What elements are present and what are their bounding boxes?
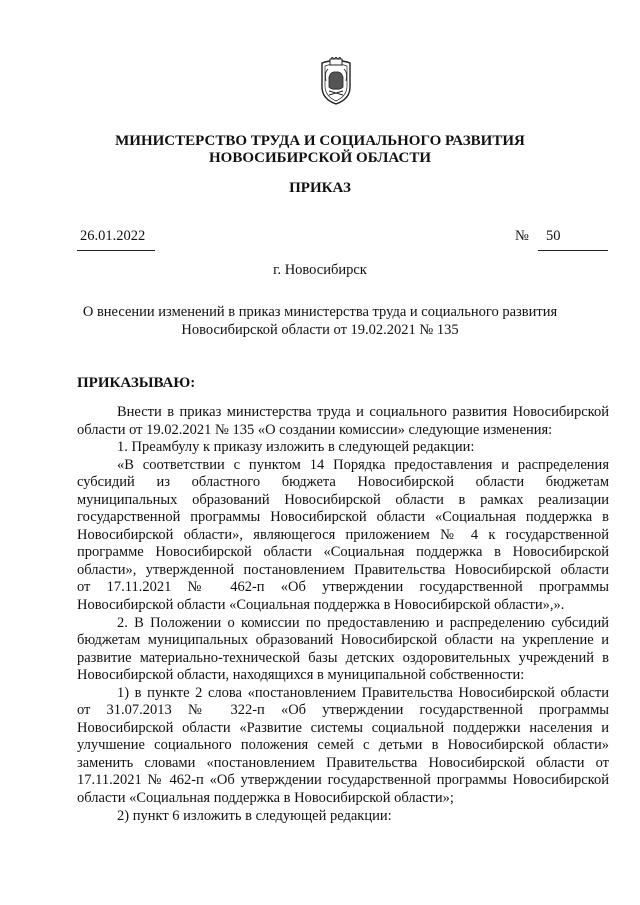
document-type: ПРИКАЗ <box>289 180 351 196</box>
body-line: от 31.07.2013 № 322-п «Об утверждении государственной программы <box>77 702 609 719</box>
order-number: 50 <box>546 228 561 244</box>
body-line: Новосибирской области», являющегося приложением № 4 к государственной <box>77 526 609 543</box>
city: г. Новосибирск <box>273 262 367 278</box>
order-heading: ПРИКАЗЫВАЮ: <box>77 375 196 391</box>
body-line: программе Новосибирской области «Социальная поддержка в Новосибирской <box>77 544 609 561</box>
body-line: Новосибирской области «Социальная поддержка в Новосибирской области»,». <box>77 597 565 614</box>
body-line: области «Социальная поддержка в Новосибирской области»; <box>77 790 454 807</box>
number-sign: № <box>515 228 529 244</box>
body-line: государственной программы Новосибирской области «Социальная поддержка в <box>77 509 609 526</box>
order-date: 26.01.2022 <box>80 228 146 244</box>
body-line: области от 19.02.2021 № 135 «О создании комиссии» следующие изменения: <box>77 421 553 438</box>
order-body <box>77 404 609 825</box>
ministry-title-line1: МИНИСТЕРСТВО ТРУДА И СОЦИАЛЬНОГО РАЗВИТИЯ <box>115 133 525 149</box>
body-line: субсидий из областного бюджета Новосибирской области бюджетам <box>77 474 609 491</box>
body-line: «В соответствии с пунктом 14 Порядка предоставления и распределения <box>117 456 609 473</box>
body-line: улучшение социального положения семей с детьми в Новосибирской области» <box>77 737 609 754</box>
subject-line: Новосибирской области от 19.02.2021 № 135 <box>181 321 459 338</box>
body-line: 17.11.2021 № 462-п «Об утверждении государственной программы Новосибирской <box>77 772 609 789</box>
ministry-title-line2: НОВОСИБИРСКОЙ ОБЛАСТИ <box>208 150 432 166</box>
body-line: развитие материально-технической базы детских оздоровительных учреждений в <box>77 649 609 666</box>
subject-line: О внесении изменений в приказ министерства труда и социального развития <box>82 304 558 320</box>
body-line: заменить словами «постановлением Правительства Новосибирской области от <box>77 754 609 771</box>
date-underline <box>77 250 155 251</box>
number-underline <box>538 250 608 251</box>
order-subject <box>0 304 640 339</box>
body-line: 2) пункт 6 изложить в следующей редакции: <box>117 807 392 824</box>
body-line: Новосибирской области «Развитие системы социальной поддержки населения и <box>77 719 609 736</box>
body-line: 1) в пункте 2 слова «постановлением Правительства Новосибирской области <box>117 684 609 701</box>
body-line: области», утвержденной постановлением Правительства Новосибирской области <box>77 561 609 578</box>
coat-of-arms-icon <box>316 57 356 105</box>
body-line: бюджетам муниципальных образований Новосибирской области на укрепление и <box>77 632 609 649</box>
body-line: 1. Преамбулу к приказу изложить в следующей редакции: <box>117 439 475 456</box>
body-line: 2. В Положении о комиссии по предоставлению и распределению субсидий <box>117 614 609 631</box>
body-line: от 17.11.2021 № 462-п «Об утверждении государственной программы <box>77 579 609 596</box>
body-line: Внести в приказ министерства труда и социального развития Новосибирской <box>117 404 609 420</box>
body-line: муниципальных образований Новосибирской области в рамках реализации <box>77 491 609 508</box>
body-line: Новосибирской области, находящихся в муниципальной собственности: <box>77 667 525 684</box>
